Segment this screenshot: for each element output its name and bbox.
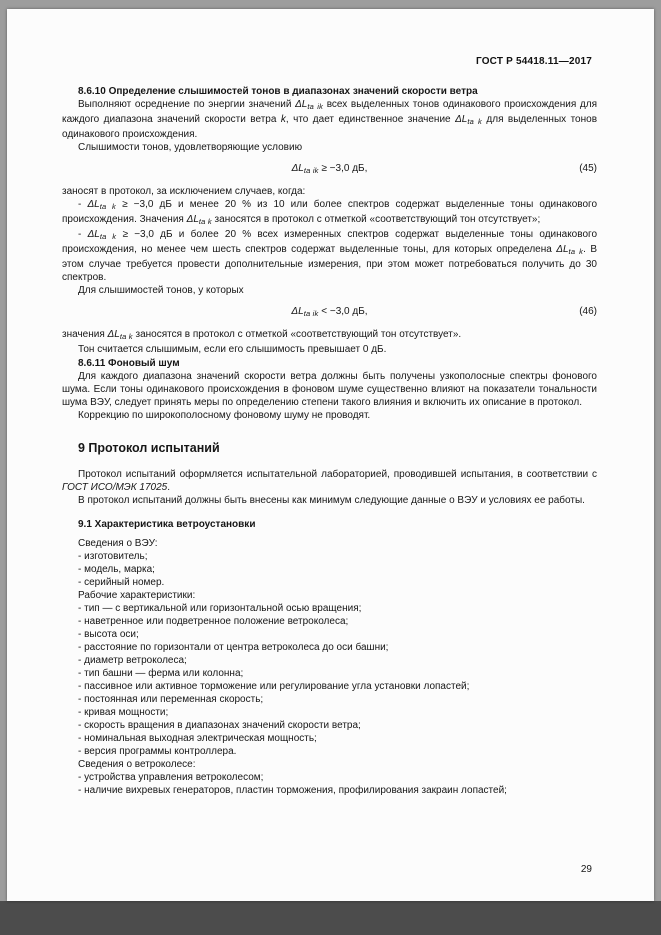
text-segment: ta k (198, 217, 212, 226)
text-segment: . В этом случае требуется провести дополнительные измерения, при этом может потребоваться получить до 30 спектров. (62, 244, 597, 283)
text-segment: для выделенных тонов одинакового происхождения. (62, 114, 598, 140)
text-segment: ta k (99, 232, 117, 241)
text-segment: ≥ −3,0 дБ и более 20 % всех измеренных спектров содержат выделенные тоны одинакового происхождения, но менее чем шесть спектров содержат выделенные тоны, для которых определена (62, 229, 597, 255)
heading-9: 9 Протокол испытаний (78, 441, 220, 455)
list-item-serial: - серийный номер. (78, 577, 165, 588)
list-item-rated-power: - номинальная выходная электрическая мощность; (78, 733, 317, 744)
document-code: ГОСТ Р 54418.11—2017 (475, 56, 592, 67)
text-segment: ΔL (291, 163, 304, 174)
list-item-horizontal-distance: - расстояние по горизонтали от центра ветроколеса до оси башни; (78, 642, 389, 653)
text-segment: ≥ −3,0 дБ, (318, 163, 368, 174)
paragraph-for-audibilities: Для слышимостей тонов, у которых (78, 285, 244, 296)
text-segment: ta k (568, 247, 584, 256)
text-segment: ta ik (303, 309, 319, 318)
paragraph-no-correction: Коррекцию по широкополосному фоновому шуму не проводят. (78, 410, 371, 421)
text-segment: < −3,0 дБ, (318, 306, 368, 317)
text-segment: , что дает единственное значение (285, 114, 456, 125)
formula-46-expression (104, 305, 555, 320)
list-item-controller-version: - версия программы контроллера. (78, 746, 237, 757)
paragraph-values-recorded (62, 328, 597, 343)
list-item-vortex-generators: - наличие вихревых генераторов, пластин торможения, профилирования закраин лопастей; (78, 785, 507, 796)
text-segment: ΔL (107, 329, 120, 340)
list-item-axis-height: - высота оси; (78, 629, 139, 640)
paragraph-report-minimum: В протокол испытаний должны быть внесены как минимум следующие данные о ВЭУ и условиях ее работы. (78, 495, 585, 506)
text-segment: ΔL (87, 229, 100, 240)
paragraph-background-noise: Для каждого диапазона значений скорости ветра должны быть получены узкополосные спектры фонового шума. Если тоны одинакового происхождения в фоновом шуме существенно влияют на показатели тональности шума ВЭУ, следует принять меры по определению степени такого влияния и включить их описание в протокол. (62, 371, 597, 408)
text-segment: k (280, 114, 286, 125)
text-segment: ΔL (186, 214, 199, 225)
formula-45 (62, 162, 597, 177)
list-item-power-curve: - кривая мощности; (78, 707, 169, 718)
list-item-rotation-speed: - скорость вращения в диапазонах значений скорости ветра; (78, 720, 361, 731)
text-segment: ΔL (455, 114, 468, 125)
text-segment: - (78, 229, 88, 240)
list-item-rotor-control: - устройства управления ветроколесом; (78, 772, 264, 783)
paragraph-report-lab (62, 468, 597, 494)
paragraph-tone-audible: Тон считается слышимым, если его слышимость превышает 0 дБ. (78, 344, 387, 355)
heading-9-1: 9.1 Характеристика ветроустановки (78, 519, 256, 530)
text-segment: заносятся в протокол с отметкой «соответствующий тон отсутствует»; (211, 214, 541, 225)
paragraph-audibility-intro: Слышимости тонов, удовлетворяющие условию (78, 142, 303, 153)
text-segment: ΔL (87, 199, 100, 210)
page-number: 29 (580, 864, 592, 875)
formula-46 (62, 305, 597, 320)
list-item-manufacturer: - изготовитель; (78, 551, 148, 562)
text-segment: ta k (467, 117, 482, 126)
heading-8-6-11: 8.6.11 Фоновый шум (78, 358, 180, 369)
text-segment: ta k (119, 332, 133, 341)
text-segment: ta ik (303, 166, 319, 175)
formula-46-number: (46) (579, 306, 597, 317)
text-segment: значения (62, 329, 108, 340)
text-segment: ≥ −3,0 дБ и менее 20 % из 10 или более спектров содержат выделенные тоны одинакового происхождения. Значения (62, 199, 598, 225)
text-segment: ta k (99, 202, 116, 211)
formula-45-expression (104, 162, 555, 177)
text-segment: заносятся в протокол с отметкой «соответствующий тон отсутствует». (132, 329, 462, 340)
list-item-braking: - пассивное или активное торможение или регулирование угла установки лопастей; (78, 681, 470, 692)
paragraph-averaging (62, 98, 597, 141)
text-segment: ta ik (307, 102, 324, 111)
paragraph-rotor-info: Сведения о ветроколесе: (78, 759, 196, 770)
heading-8-6-10: 8.6.10 Определение слышимостей тонов в диапазонах значений скорости ветра (78, 86, 478, 97)
text-segment: Протокол испытаний оформляется испытательной лабораторией, проводившей испытания, в соответствии с (78, 469, 597, 480)
paragraph-record-conditions: заносят в протокол, за исключением случаев, когда: (62, 186, 306, 197)
paragraph-wtg-info: Сведения о ВЭУ: (78, 538, 158, 549)
text-segment: ΔL (556, 244, 569, 255)
list-item-rotor-diameter: - диаметр ветроколеса; (78, 655, 187, 666)
bullet-item-more-20-percent (62, 228, 597, 284)
text-segment: всех выделенных тонов одинакового происхождения для каждого диапазона значений скорости ветра (62, 99, 597, 125)
formula-45-number: (45) (579, 163, 597, 174)
list-item-axis-type: - тип — с вертикальной или горизонтальной осью вращения; (78, 603, 362, 614)
bullet-item-less-20-percent (62, 198, 597, 228)
text-segment: - (78, 199, 88, 210)
text-segment: ГОСТ ИСО/МЭК 17025 (62, 482, 168, 493)
text-segment: ΔL (295, 99, 308, 110)
paragraph-operating-characteristics: Рабочие характеристики: (78, 590, 196, 601)
text-segment: . (167, 482, 171, 493)
scan-background-strip (0, 901, 661, 935)
list-item-model: - модель, марка; (78, 564, 155, 575)
list-item-speed-type: - постоянная или переменная скорость; (78, 694, 264, 705)
page-content (62, 85, 597, 797)
list-item-rotor-position: - наветренное или подветренное положение ветроколеса; (78, 616, 349, 627)
text-segment: Выполняют осреднение по энергии значений (78, 99, 296, 110)
list-item-tower-type: - тип башни — ферма или колонна; (78, 668, 244, 679)
text-segment: ΔL (291, 306, 304, 317)
document-page (7, 9, 654, 901)
